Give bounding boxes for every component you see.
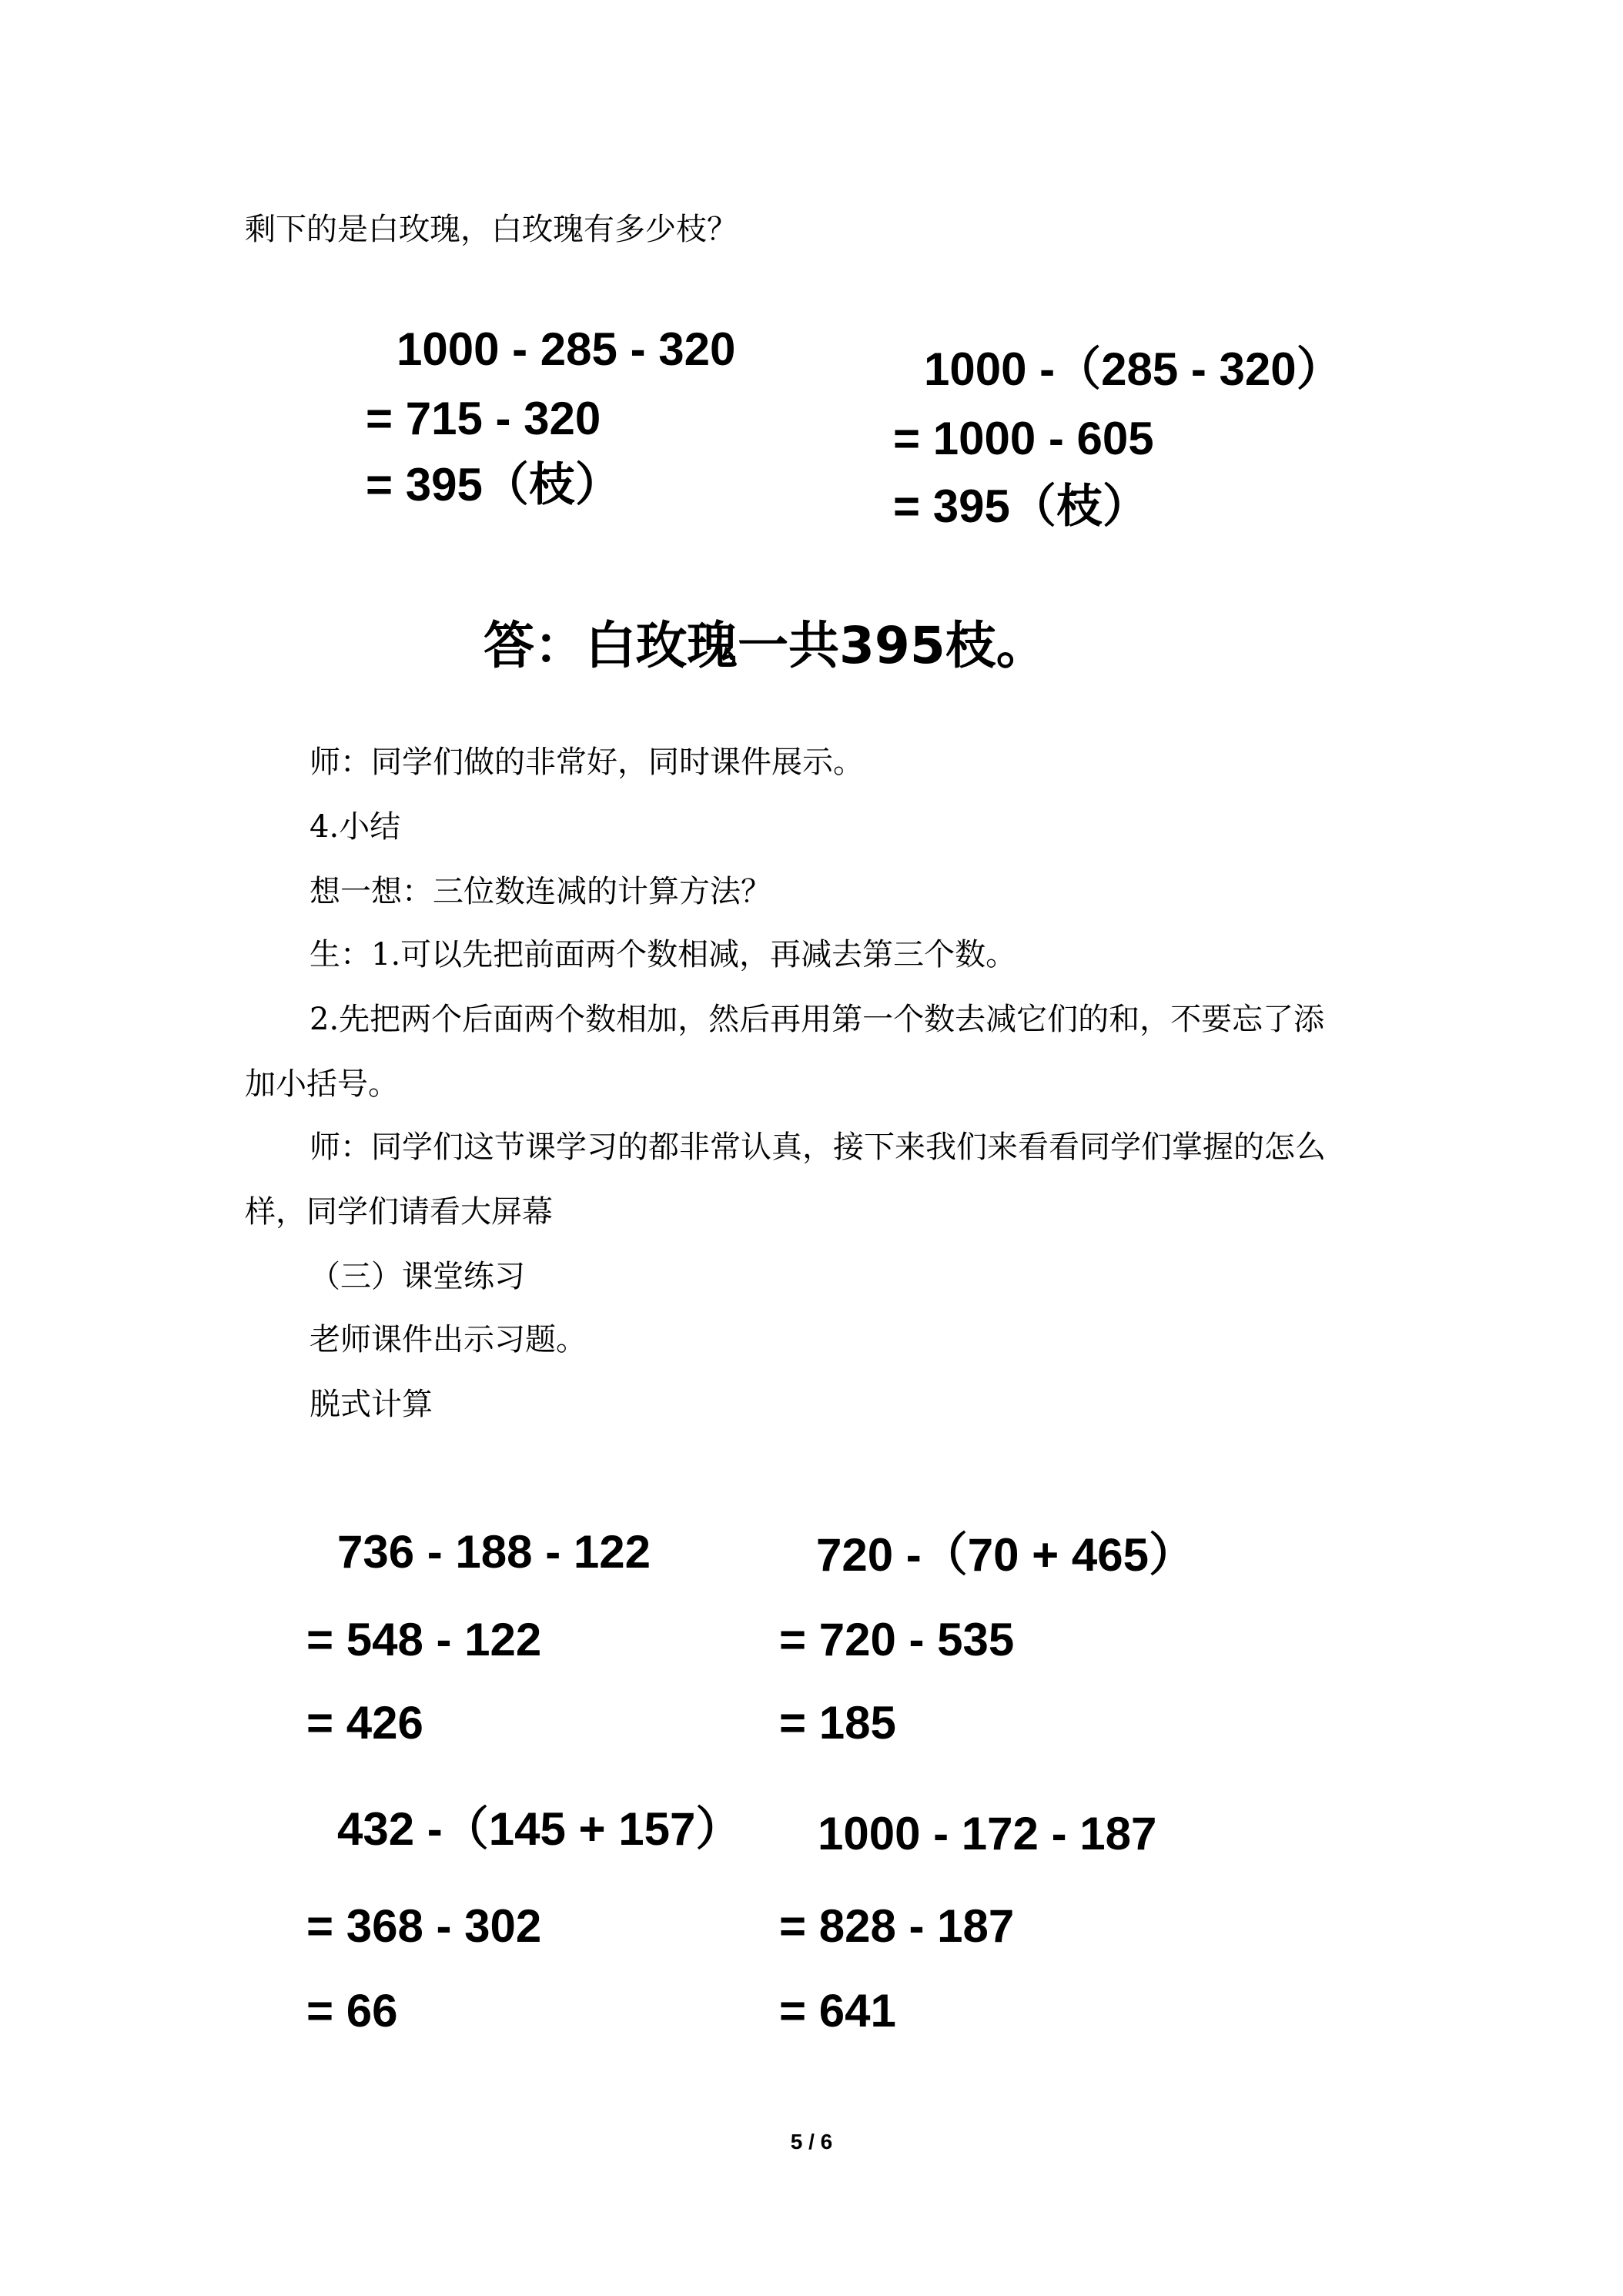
exercise-line: 720 -（70 + 465）	[816, 1529, 1195, 1581]
exercise-line: = 641	[779, 1985, 896, 2037]
solution-a-line: = 395（枝）	[366, 459, 621, 510]
exercise-line: 736 - 188 - 122	[337, 1526, 651, 1578]
paragraph: 4.小结	[310, 809, 401, 845]
exercise-line: = 426	[306, 1697, 423, 1749]
paragraph: 生：1.可以先把前面两个数相减，再减去第三个数。	[310, 937, 1017, 972]
page-number: 5 / 6	[790, 2130, 833, 2154]
paragraph: 脱式计算	[310, 1387, 433, 1422]
solution-b-line: 1000 -（285 - 320）	[924, 343, 1343, 395]
paragraph: 师：同学们做的非常好，同时课件展示。	[310, 745, 864, 780]
solution-b-line: = 1000 - 605	[893, 413, 1154, 464]
paragraph: 师：同学们这节课学习的都非常认真，接下来我们来看看同学们掌握的怎么	[310, 1130, 1326, 1165]
paragraph: 加小括号。	[245, 1066, 399, 1102]
paragraph: 想一想：三位数连减的计算方法？	[310, 874, 771, 909]
solution-b-line: = 395（枝）	[893, 480, 1149, 532]
solution-a-line: 1000 - 285 - 320	[397, 323, 736, 375]
paragraph: （三）课堂练习	[310, 1259, 525, 1294]
exercise-line: = 368 - 302	[306, 1900, 542, 1952]
exercise-line: = 548 - 122	[306, 1614, 542, 1665]
exercise-line: 1000 - 172 - 187	[818, 1808, 1157, 1859]
solution-a-line: = 715 - 320	[366, 393, 601, 444]
paragraph: 样，同学们请看大屏幕	[245, 1194, 553, 1230]
question-text: 剩下的是白玫瑰，白玫瑰有多少枝？	[245, 212, 738, 247]
exercise-line: = 828 - 187	[779, 1900, 1015, 1952]
exercise-line: = 185	[779, 1697, 896, 1749]
exercise-line: = 720 - 535	[779, 1614, 1015, 1665]
exercise-line: 432 -（145 + 157）	[337, 1803, 742, 1855]
exercise-line: = 66	[306, 1985, 398, 2037]
paragraph: 2.先把两个后面两个数相加，然后再用第一个数去减它们的和，不要忘了添	[310, 1002, 1325, 1037]
paragraph: 老师课件出示习题。	[310, 1322, 587, 1357]
answer-text: 答：白玫瑰一共395枝。	[484, 616, 1047, 675]
